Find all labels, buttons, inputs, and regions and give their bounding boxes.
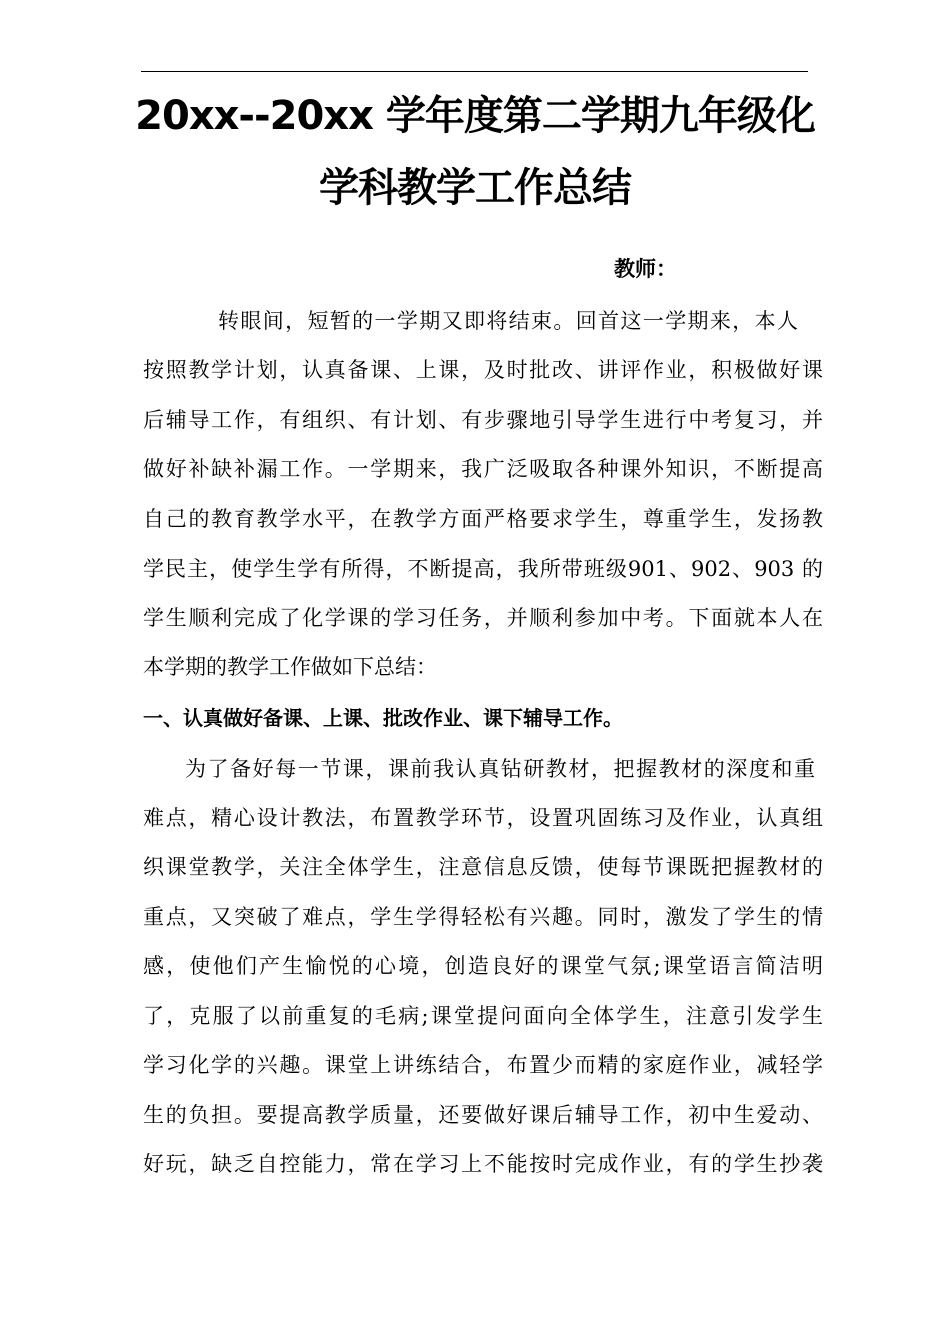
paragraph-1-line: 学生顺利完成了化学课的学习任务，并顺利参加中考。下面就本人在 xyxy=(143,606,823,630)
paragraph-1-line: 做好补缺补漏工作。一学期来，我广泛吸取各种课外知识，不断提高 xyxy=(143,457,823,481)
paragraph-2-line: 好玩，缺乏自控能力，常在学习上不能按时完成作业，有的学生抄袭 xyxy=(143,1152,823,1176)
paragraph-1-line: 按照教学计划，认真备课、上课，及时批改、讲评作业，积极做好课 xyxy=(143,358,823,382)
paragraph-1-line: 后辅导工作，有组织、有计划、有步骤地引导学生进行中考复习，并 xyxy=(143,408,823,432)
teacher-label: 教师： xyxy=(614,257,677,281)
paragraph-2-line: 难点，精心设计教法，布置教学环节，设置巩固练习及作业，认真组 xyxy=(143,806,823,830)
paragraph-2-line: 为了备好每一节课，课前我认真钻研教材，把握教材的深度和重 xyxy=(185,757,815,781)
section-1-heading: 一、认真做好备课、上课、批改作业、课下辅导工作。 xyxy=(143,706,623,730)
paragraph-2-line: 感，使他们产生愉悦的心境，创造良好的课堂气氛;课堂语言简洁明 xyxy=(143,954,823,978)
paragraph-2-line: 生的负担。要提高教学质量，还要做好课后辅导工作，初中生爱动、 xyxy=(143,1103,823,1127)
paragraph-1-line: 转眼间，短暂的一学期又即将结束。回首这一学期来，本人 xyxy=(218,309,798,333)
paragraph-2-line: 重点，又突破了难点，学生学得轻松有兴趣。同时，激发了学生的情 xyxy=(143,905,823,929)
paragraph-2-line: 学习化学的兴趣。课堂上讲练结合，布置少而精的家庭作业，减轻学 xyxy=(143,1053,823,1077)
document-title-line-1: 20xx--20xx 学年度第二学期九年级化 xyxy=(135,93,815,139)
paragraph-2-line: 了，克服了以前重复的毛病;课堂提问面向全体学生，注意引发学生 xyxy=(143,1004,823,1028)
header-rule xyxy=(141,71,808,72)
paragraph-1-line: 自己的教育教学水平，在教学方面严格要求学生，尊重学生，发扬教 xyxy=(143,507,823,531)
paragraph-2-line: 织课堂教学，关注全体学生，注意信息反馈，使每节课既把握教材的 xyxy=(143,855,823,879)
document-title-line-2: 学科教学工作总结 xyxy=(319,165,631,211)
paragraph-1-line: 本学期的教学工作做如下总结： xyxy=(143,655,437,679)
paragraph-1-line: 学民主，使学生学有所得，不断提高，我所带班级901、902、903 的 xyxy=(143,557,823,581)
